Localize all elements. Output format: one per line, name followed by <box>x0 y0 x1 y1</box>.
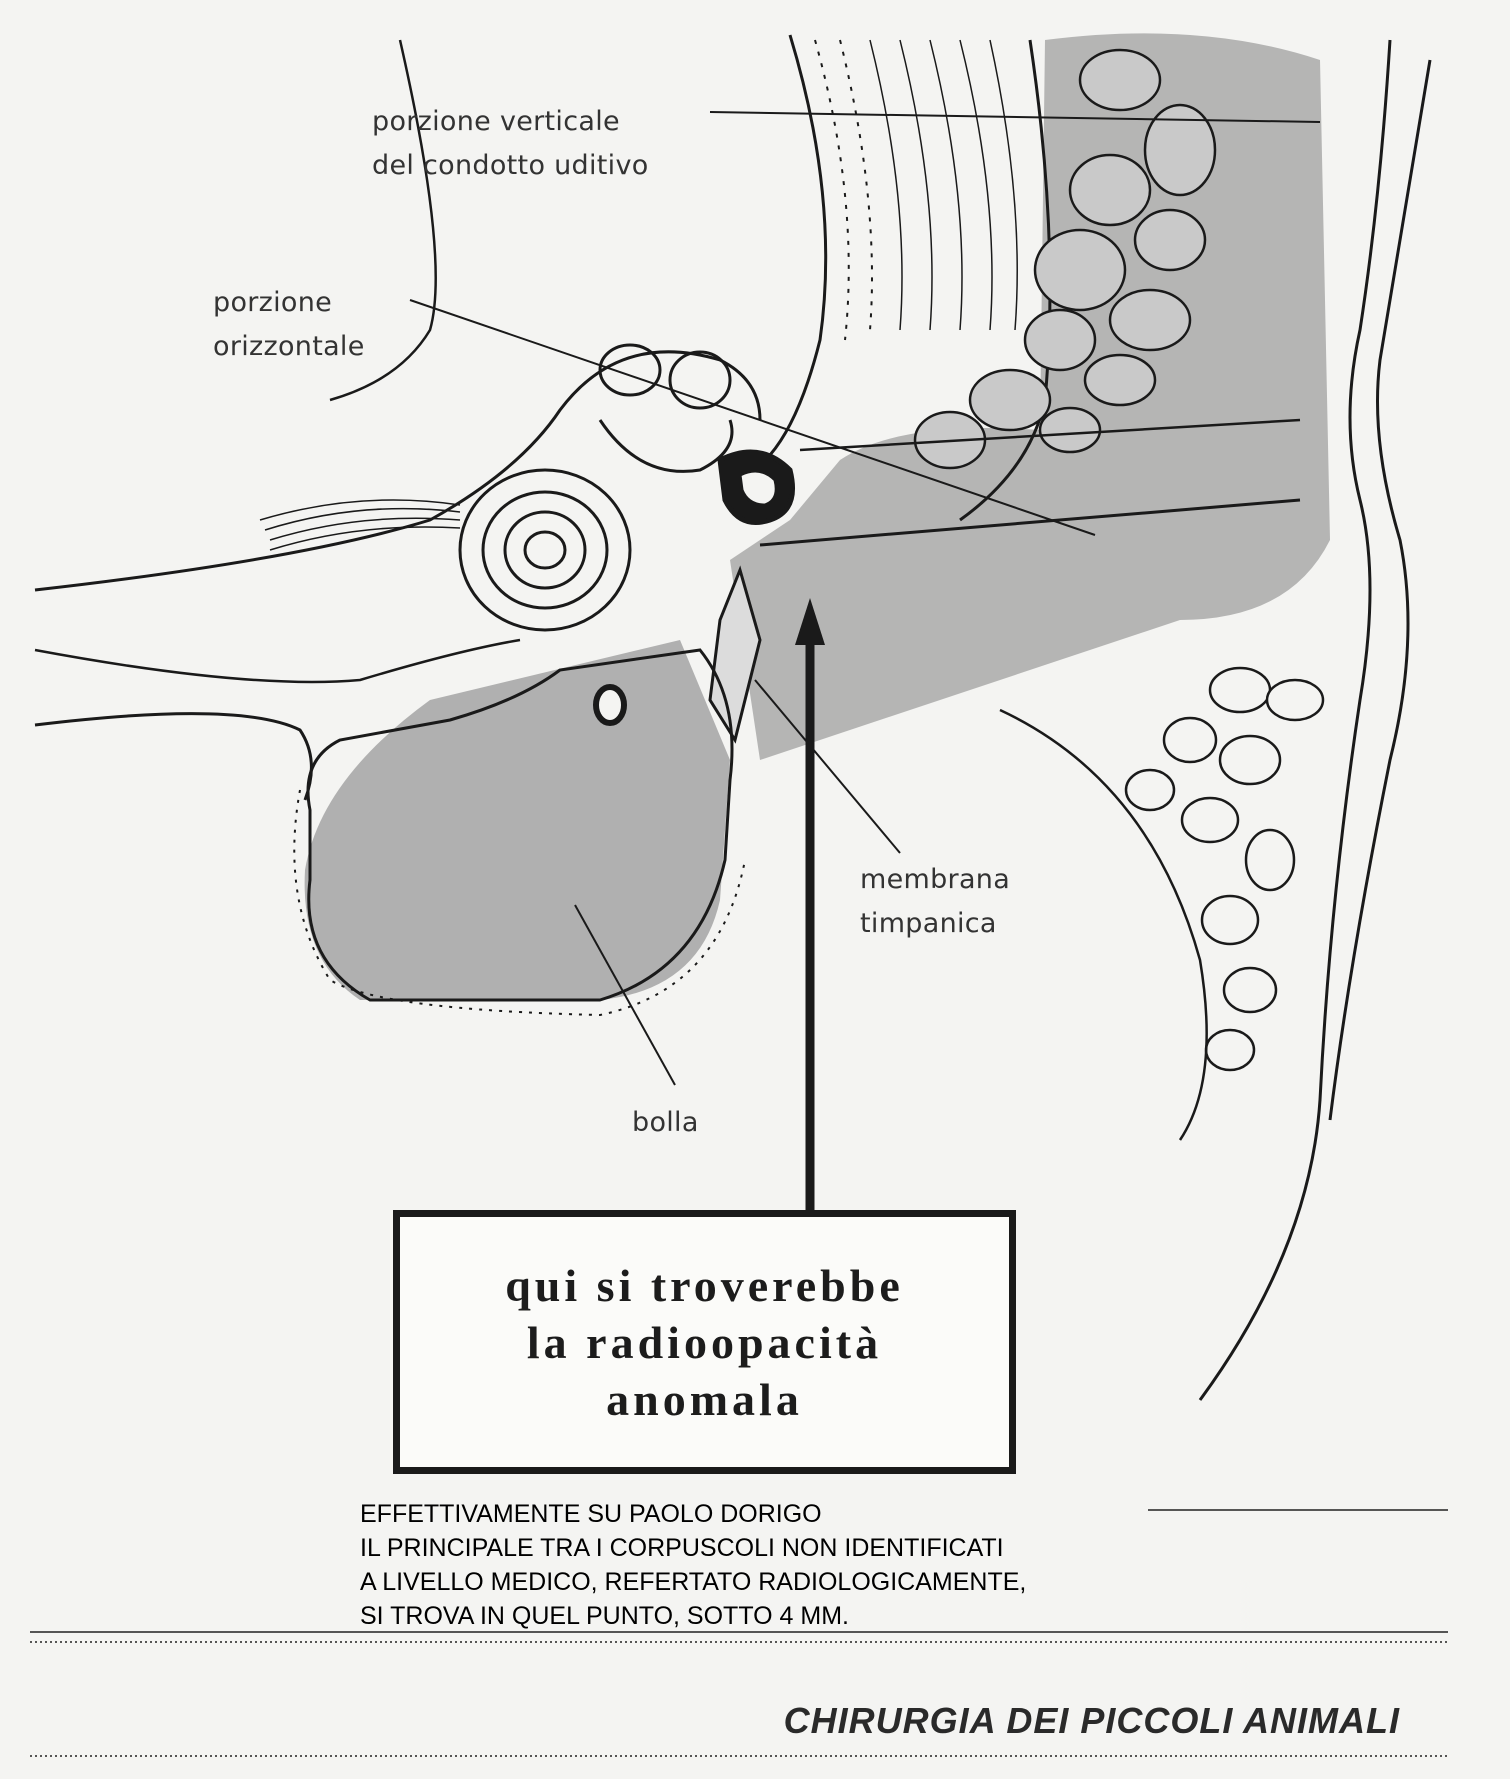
label-membrane-line-2: timpanica <box>860 908 997 939</box>
note-line-1: EFFETTIVAMENTE SU PAOLO DORIGO <box>360 1500 822 1528</box>
label-bulla-text: bolla <box>632 1107 699 1138</box>
foramen <box>596 687 624 723</box>
nerve-bundle <box>260 500 460 550</box>
label-horizontal-line-2: orizzontale <box>213 331 365 362</box>
skull-contour-lower <box>35 714 311 800</box>
label-vertical-line-1: porzione verticale <box>372 106 620 137</box>
semicircular-canals <box>600 345 732 471</box>
label-membrane-line-1: membrana <box>860 864 1011 895</box>
callout-box <box>393 1210 1016 1474</box>
label-vertical-line-2: del condotto uditivo <box>372 150 649 181</box>
label-vertical-canal <box>372 100 649 188</box>
label-horizontal-canal <box>213 281 365 369</box>
annotation-note <box>360 1497 1026 1633</box>
note-line-4: SI TROVA IN QUEL PUNTO, SOTTO 4 MM. <box>360 1602 849 1630</box>
canal-outer-wall <box>770 35 826 455</box>
label-tympanic-membrane <box>860 858 1010 946</box>
skull-contour-mid <box>35 640 520 682</box>
lower-gland-lobules <box>1126 668 1323 1070</box>
callout-line-2: la radioopacità <box>526 1316 883 1368</box>
callout-line-1: qui si troverebbe <box>505 1259 904 1311</box>
label-bulla <box>632 1101 699 1145</box>
skin-contour-inner <box>1330 60 1430 1120</box>
book-footer-title: CHIRURGIA DEI PICCOLI ANIMALI <box>783 1700 1400 1741</box>
note-line-2: IL PRINCIPALE TRA I CORPUSCOLI NON IDENTIFICATI <box>360 1534 1004 1562</box>
label-horizontal-line-1: porzione <box>213 287 333 318</box>
lower-fascia <box>1000 710 1207 1140</box>
note-line-3: A LIVELLO MEDICO, REFERTATO RADIOLOGICAMENTE, <box>360 1568 1027 1596</box>
ossicles <box>720 452 793 523</box>
cochlea-drawing <box>460 470 630 630</box>
callout-line-3: anomala <box>606 1373 803 1425</box>
muscle-striations <box>870 40 1017 330</box>
